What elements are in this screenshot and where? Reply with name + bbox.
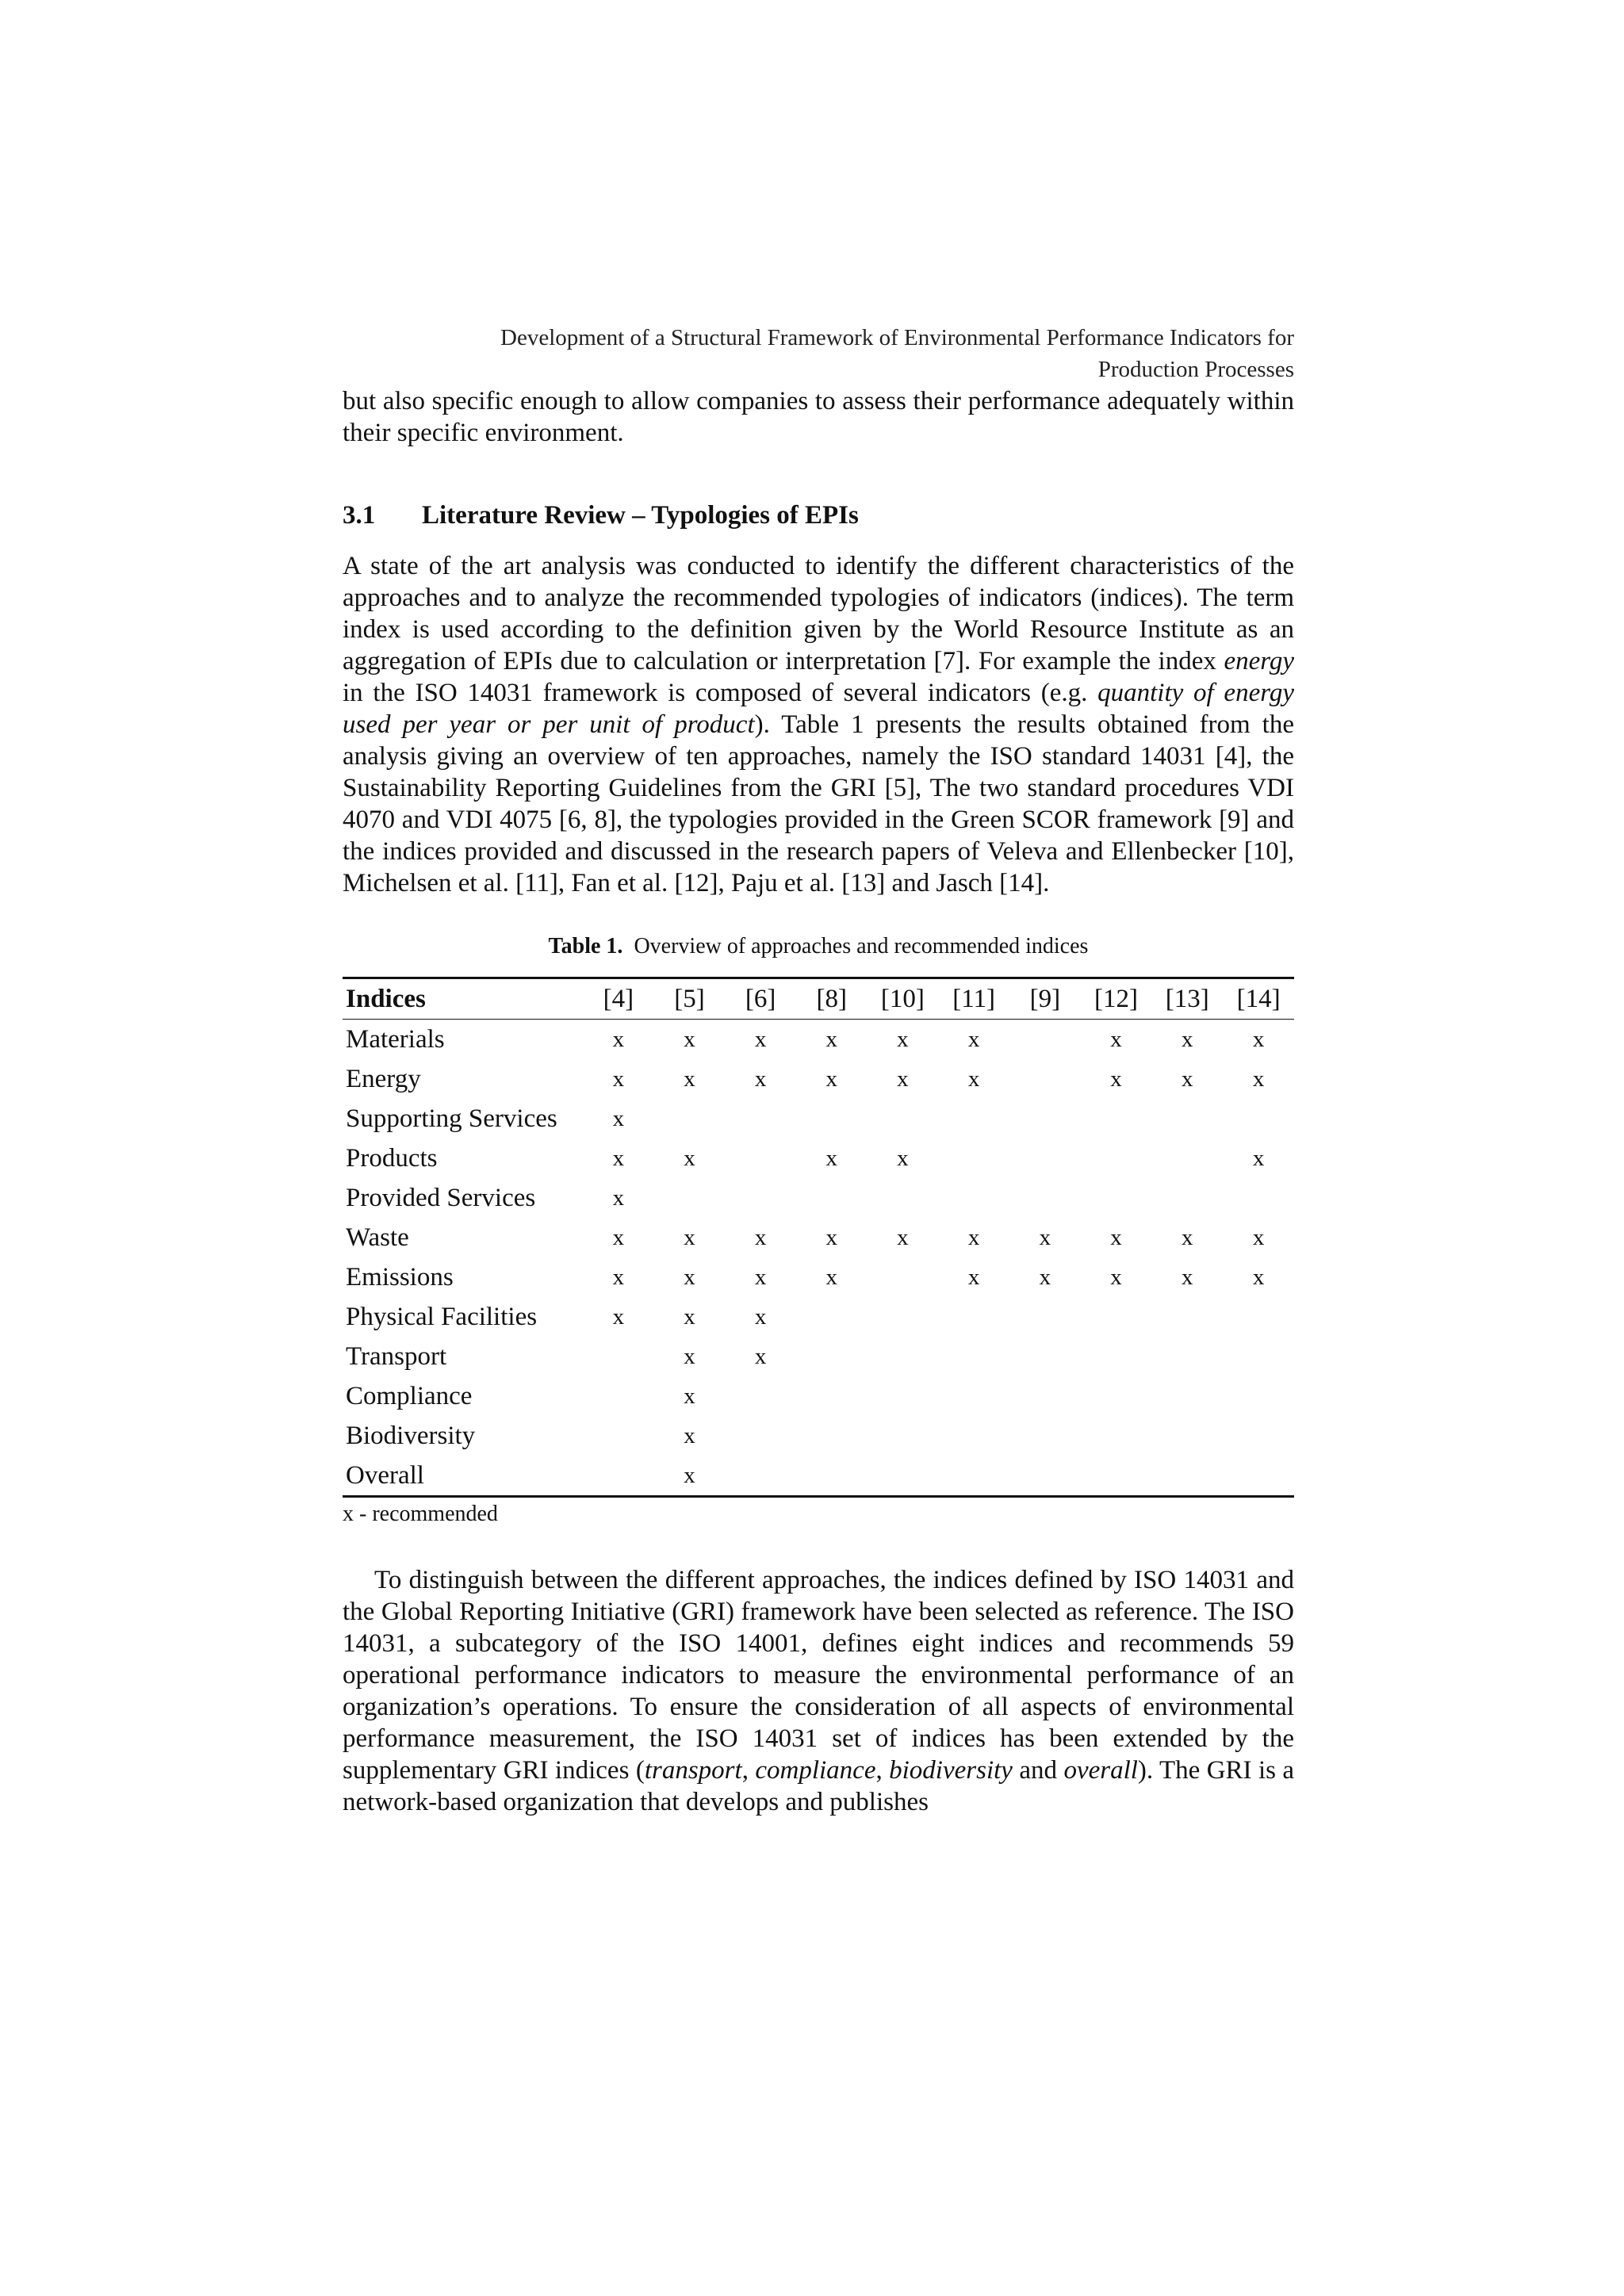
table-row [343, 1138, 1294, 1178]
table-cell [1151, 1337, 1223, 1376]
table-cell [938, 1099, 1009, 1138]
table-column-header: [9] [1029, 985, 1061, 1013]
table-cell [796, 1297, 868, 1337]
table-row [343, 1059, 1294, 1099]
table-cell: x [684, 1423, 695, 1448]
table-cell: x [684, 1066, 695, 1092]
table-cell: x [967, 1027, 980, 1052]
table-cell [1081, 1456, 1152, 1497]
table-row [343, 1257, 1294, 1297]
table-column-header: [13] [1165, 985, 1209, 1013]
table-cell [1151, 1178, 1223, 1218]
table-cell [938, 1376, 1009, 1416]
table-column-header: [4] [603, 985, 634, 1013]
table-cell [938, 1337, 1009, 1376]
para2-italic-overall: overall [1063, 1756, 1138, 1785]
section-heading [343, 499, 1294, 531]
table-cell: x [1252, 1066, 1265, 1092]
table-row [343, 1218, 1294, 1257]
table-cell [1081, 1297, 1152, 1337]
table-cell [868, 1257, 939, 1297]
table-cell [725, 1456, 796, 1497]
table-cell [938, 1416, 1009, 1456]
table-cell: x [754, 1066, 767, 1092]
table-cell: x [612, 1066, 625, 1092]
table-cell [938, 1138, 1009, 1178]
table-row-label: Overall [346, 1461, 424, 1490]
table-body [343, 1020, 1294, 1497]
running-head [343, 322, 1294, 385]
table-cell: x [684, 1265, 695, 1290]
table-cell: x [612, 1146, 625, 1171]
table-cell: x [1110, 1066, 1122, 1092]
table-cell: x [1182, 1027, 1193, 1052]
table-cell: x [897, 1066, 909, 1092]
table-cell: x [612, 1185, 625, 1211]
table-cell [1081, 1138, 1152, 1178]
table-row [343, 1178, 1294, 1218]
table-cell: x [825, 1146, 837, 1171]
para1-italic-2: quantity of energy used per year or per unit of product [343, 679, 1294, 739]
table-cell [796, 1337, 868, 1376]
table-cell [1151, 1099, 1223, 1138]
table-caption [343, 932, 1294, 961]
running-head-line-2: Production Processes [1097, 357, 1294, 382]
table-cell [796, 1099, 868, 1138]
table-cell: x [684, 1463, 695, 1488]
table-row-label: Supporting Services [346, 1104, 557, 1133]
table-cell [654, 1099, 726, 1138]
table-cell [583, 1376, 654, 1416]
table-cell: x [1039, 1265, 1051, 1290]
table-cell: x [1182, 1066, 1193, 1092]
table-cell [1009, 1337, 1081, 1376]
table-cell: x [825, 1066, 837, 1092]
table-cell: x [897, 1146, 909, 1171]
table-row-label: Compliance [346, 1382, 473, 1410]
table-column-header: [8] [816, 985, 847, 1013]
table-cell: x [754, 1027, 767, 1052]
table-cell [938, 1456, 1009, 1497]
para2-italic-biodiversity: biodiversity [889, 1756, 1013, 1785]
table-cell [1151, 1138, 1223, 1178]
body-paragraph-1 [343, 550, 1294, 899]
table-row-label: Biodiversity [346, 1422, 476, 1450]
table-cell: x [1182, 1265, 1193, 1290]
table-cell [1223, 1416, 1294, 1456]
table-row-label: Energy [346, 1065, 421, 1093]
table-cell [1009, 1020, 1081, 1060]
table-row [343, 1337, 1294, 1376]
table-column-header: [11] [952, 985, 996, 1013]
table-cell [868, 1456, 939, 1497]
para1-italic-1: energy [1224, 647, 1294, 675]
page-content [343, 322, 1294, 1818]
table-column-header: [5] [674, 985, 705, 1013]
table-row [343, 1020, 1294, 1060]
table-column-header: [6] [745, 985, 776, 1013]
table-cell: x [825, 1027, 837, 1052]
table-cell [583, 1337, 654, 1376]
table-cell [868, 1376, 939, 1416]
table-cell [938, 1297, 1009, 1337]
table-cell [796, 1178, 868, 1218]
para1-text-1: A state of the art analysis was conducted to identify the different characteristics of the approaches and to analyze the recommended typologies of indicators (indices). The term index is used according to the definition given by the World Resource Institute as an aggregation of EPIs due to calculation or interpretation [7]. For example the index [343, 552, 1294, 675]
table-caption-text: Overview of approaches and recommended indices [634, 934, 1089, 959]
table-cell: x [754, 1225, 767, 1250]
table-cell [583, 1416, 654, 1456]
table-cell [1009, 1416, 1081, 1456]
table-cell [1081, 1099, 1152, 1138]
table-cell [1009, 1099, 1081, 1138]
table-cell [1009, 1297, 1081, 1337]
table-cell: x [612, 1225, 625, 1250]
table-row-label: Emissions [346, 1263, 454, 1292]
table-cell [1009, 1059, 1081, 1099]
table-cell [1151, 1297, 1223, 1337]
table-cell [868, 1178, 939, 1218]
para2-sep-3: and [1012, 1756, 1064, 1785]
indices-table [343, 977, 1294, 1498]
table-cell [796, 1376, 868, 1416]
table-cell: x [612, 1265, 625, 1290]
table-cell [938, 1178, 1009, 1218]
table-cell: x [897, 1225, 909, 1250]
para2-sep-1: , [741, 1756, 756, 1785]
table-cell [725, 1416, 796, 1456]
table-row-label: Products [346, 1144, 438, 1173]
table-row [343, 1456, 1294, 1497]
table-header-row [343, 978, 1294, 1020]
table-column-header: [12] [1094, 985, 1138, 1013]
para2-text-1: To distinguish between the different approaches, the indices defined by ISO 14031 and the Global Reporting Initiative (GRI) framework have been selected as reference. The ISO 14031, a subcategory of the ISO 14001, defines eight indices and recommends 59 operational performance indicators to measure the environmental performance of an organization’s operations. To ensure the consideration of all aspects of environmental performance measurement, the ISO 14031 set of indices has been extended by the supplementary GRI indices ( [343, 1566, 1294, 1785]
table-cell [1223, 1178, 1294, 1218]
table-cell: x [1110, 1225, 1122, 1250]
table-cell: x [684, 1344, 695, 1369]
table-cell: x [1252, 1265, 1265, 1290]
table-row-label: Materials [346, 1025, 445, 1054]
para2-italic-compliance: compliance [755, 1756, 876, 1785]
table-cell [1223, 1099, 1294, 1138]
table-row [343, 1376, 1294, 1416]
table-row [343, 1416, 1294, 1456]
table-cell: x [684, 1027, 695, 1052]
table-cell [1223, 1297, 1294, 1337]
running-head-line-1: Development of a Structural Framework of Environmental Performance Indicators for [500, 325, 1294, 350]
table-cell: x [967, 1225, 980, 1250]
table-cell: x [612, 1027, 625, 1052]
table-cell: x [967, 1265, 980, 1290]
table-cell: x [1110, 1027, 1122, 1052]
intro-paragraph: but also specific enough to allow companies to assess their performance adequately within their specific environment. [343, 387, 1294, 447]
table-cell: x [684, 1383, 695, 1409]
table-cell: x [1252, 1027, 1265, 1052]
table-cell [1009, 1376, 1081, 1416]
table-cell: x [825, 1225, 837, 1250]
body-paragraph-2 [343, 1564, 1294, 1818]
table-cell: x [1039, 1225, 1051, 1250]
table-row [343, 1297, 1294, 1337]
table-row-label: Provided Services [346, 1184, 536, 1212]
table-cell: x [825, 1265, 837, 1290]
table-cell [725, 1138, 796, 1178]
table-cell [1223, 1337, 1294, 1376]
table-cell [1223, 1376, 1294, 1416]
para1-text-3: ). Table 1 presents the results obtained from the analysis giving an overview of ten approaches, namely the ISO standard 14031 [4], the Sustainability Reporting Guidelines from the GRI [5], The two standard procedures VDI 4070 and VDI 4075 [6, 8], the typologies provided in the Green SCOR framework [9] and the indices provided and discussed in the research papers of Veleva and Ellenbecker [10], Michelsen et al. [11], Fan et al. [12], Paju et al. [13] and Jasch [14]. [343, 710, 1294, 897]
table-cell: x [754, 1344, 767, 1369]
table-cell [796, 1416, 868, 1456]
table-cell [1081, 1178, 1152, 1218]
table-cell [1151, 1376, 1223, 1416]
table-cell: x [684, 1304, 695, 1330]
table-cell [868, 1337, 939, 1376]
table-header-indices: Indices [346, 985, 426, 1013]
table-cell: x [897, 1027, 909, 1052]
table-cell: x [684, 1146, 695, 1171]
table-cell [1151, 1416, 1223, 1456]
table-cell [725, 1376, 796, 1416]
table-cell [1081, 1416, 1152, 1456]
table-cell [725, 1099, 796, 1138]
table-cell: x [612, 1106, 625, 1131]
section-title: Literature Review – Typologies of EPIs [422, 501, 859, 530]
table-cell [1223, 1456, 1294, 1497]
table-cell [1081, 1376, 1152, 1416]
table-cell: x [612, 1304, 625, 1330]
table-cell [1009, 1456, 1081, 1497]
table-cell [1009, 1138, 1081, 1178]
table-cell: x [1252, 1146, 1265, 1171]
para2-text-2: ). The GRI is a network-based organization that develops and publishes [343, 1756, 1295, 1816]
table-cell: x [754, 1265, 767, 1290]
para1-text-2: in the ISO 14031 framework is composed of several indicators (e.g. [343, 679, 1098, 707]
table-cell: x [754, 1304, 767, 1330]
table-cell [725, 1178, 796, 1218]
table-cell [583, 1456, 654, 1497]
table-cell [1081, 1337, 1152, 1376]
table-cell [868, 1099, 939, 1138]
table-column-header: [10] [880, 985, 925, 1013]
table-row [343, 1099, 1294, 1138]
table-caption-label: Table 1. [548, 934, 623, 959]
table-cell [1151, 1456, 1223, 1497]
table-cell [654, 1178, 726, 1218]
table-row-label: Transport [346, 1342, 447, 1371]
table-cell: x [1182, 1225, 1193, 1250]
table-cell [868, 1297, 939, 1337]
table-cell [1009, 1178, 1081, 1218]
table-cell [868, 1416, 939, 1456]
table-column-header: [14] [1236, 985, 1281, 1013]
table-legend: x - recommended [343, 1502, 498, 1526]
table-cell: x [1110, 1265, 1122, 1290]
table-cell [796, 1456, 868, 1497]
table-row-label: Physical Facilities [346, 1303, 538, 1331]
table-cell: x [1252, 1225, 1265, 1250]
table-row-label: Waste [346, 1223, 409, 1252]
section-number: 3.1 [343, 501, 376, 530]
para2-sep-2: , [875, 1756, 890, 1785]
table-cell: x [684, 1225, 695, 1250]
table-cell: x [967, 1066, 980, 1092]
para2-italic-transport: transport [644, 1756, 742, 1785]
